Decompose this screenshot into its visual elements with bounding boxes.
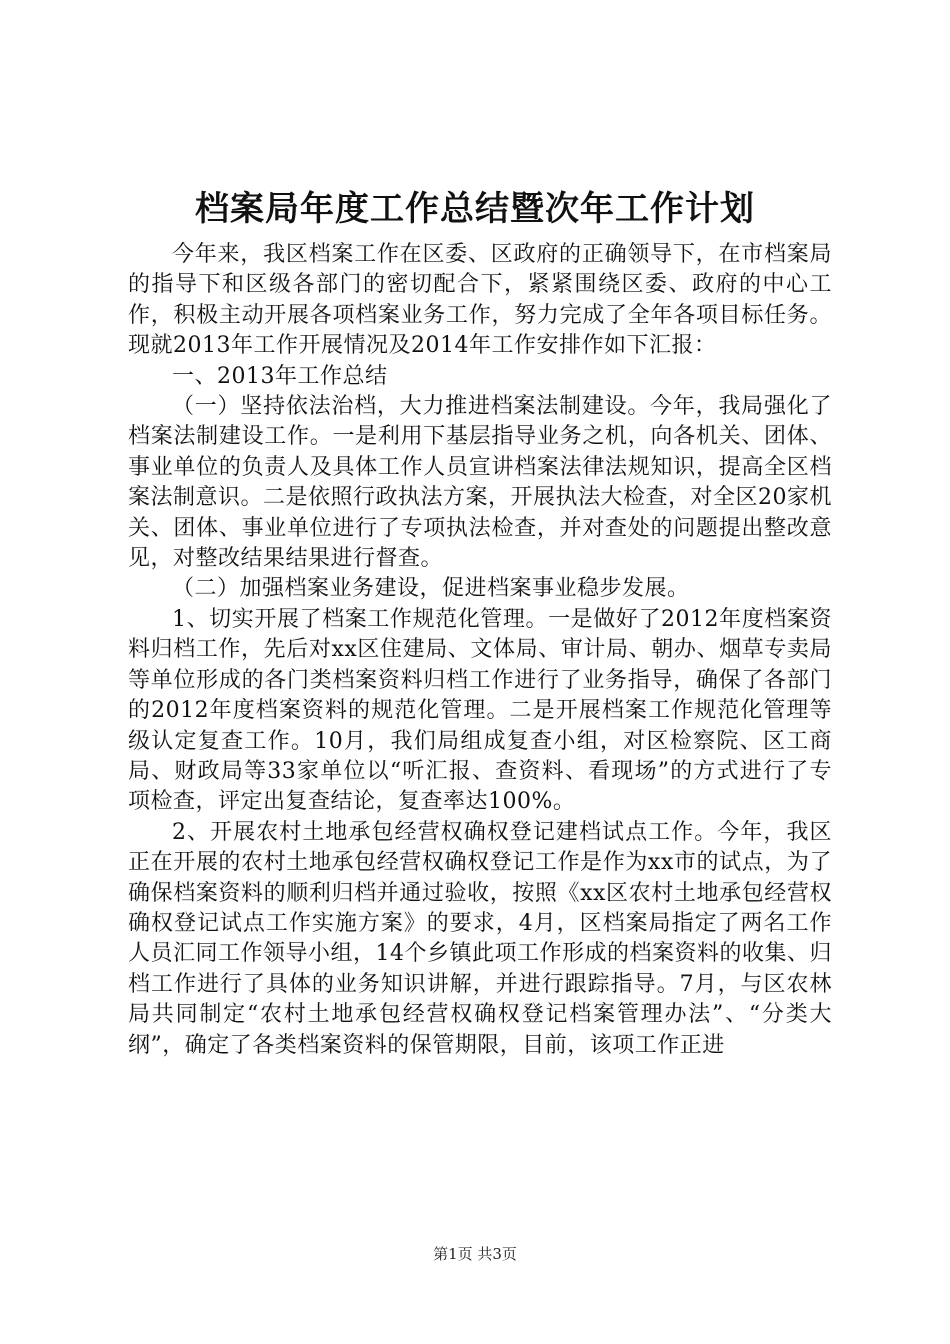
paragraph-standardized-management: 1、切实开展了档案工作规范化管理。一是做好了2012年度档案资料归档工作，先后对xx区住建局、文体局、审计局、朝办、烟草专卖局等单位形成的各门类档案资料归档工作进行了业务指导，确保了各部门的2012年度档案资料的规范化管理。二是开展档案工作规范化管理等级认定复查工作。10月，我们局组成复查小组，对区检察院、区工商局、财政局等33家单位以“听汇报、查资料、看现场”的方式进行了专项检查，评定出复查结论，复查率达100%。 [128,606,832,815]
document-body [128,240,832,1061]
section-heading-2013-summary: 一、2013年工作总结 [172,363,388,389]
paragraph-intro: 今年来，我区档案工作在区委、区政府的正确领导下，在市档案局的指导下和区级各部门的密切配合下，紧紧围绕区委、政府的中心工作，积极主动开展各项档案业务工作，努力完成了全年各项目标任务。现就2013年工作开展情况及2014年工作安排作如下汇报： [128,242,832,359]
paragraph-land-contract-archiving: 2、开展农村土地承包经营权确权登记建档试点工作。今年，我区正在开展的农村土地承包经营权确权登记工作是作为xx市的试点，为了确保档案资料的顺利归档并通过验收，按照《xx区农村土地承包经营权确权登记试点工作实施方案》的要求，4月，区档案局指定了两名工作人员汇同工作领导小组，14个乡镇此项工作形成的档案资料的收集、归档工作进行了具体的业务知识讲解，并进行跟踪指导。7月，与区农林局共同制定“农村土地承包经营权确权登记档案管理办法”、“分类大纲”，确定了各类档案资料的保管期限，目前，该项工作正进 [128,819,832,1058]
paragraph-legal-construction: （一）坚持依法治档，大力推进档案法制建设。今年，我局强化了档案法制建设工作。一是利用下基层指导业务之机，向各机关、团体、事业单位的负责人及具体工作人员宣讲档案法律法规知识，提高全区档案法制意识。二是依照行政执法方案，开展执法大检查，对全区20家机关、团体、事业单位进行了专项执法检查，并对查处的问题提出整改意见，对整改结果结果进行督查。 [128,394,832,572]
paragraph-business-construction-heading: （二）加强档案业务建设，促进档案事业稳步发展。 [172,576,690,602]
page-number-footer: 第1页 共3页 [433,1245,517,1263]
document-title: 档案局年度工作总结暨次年工作计划 [195,189,755,229]
